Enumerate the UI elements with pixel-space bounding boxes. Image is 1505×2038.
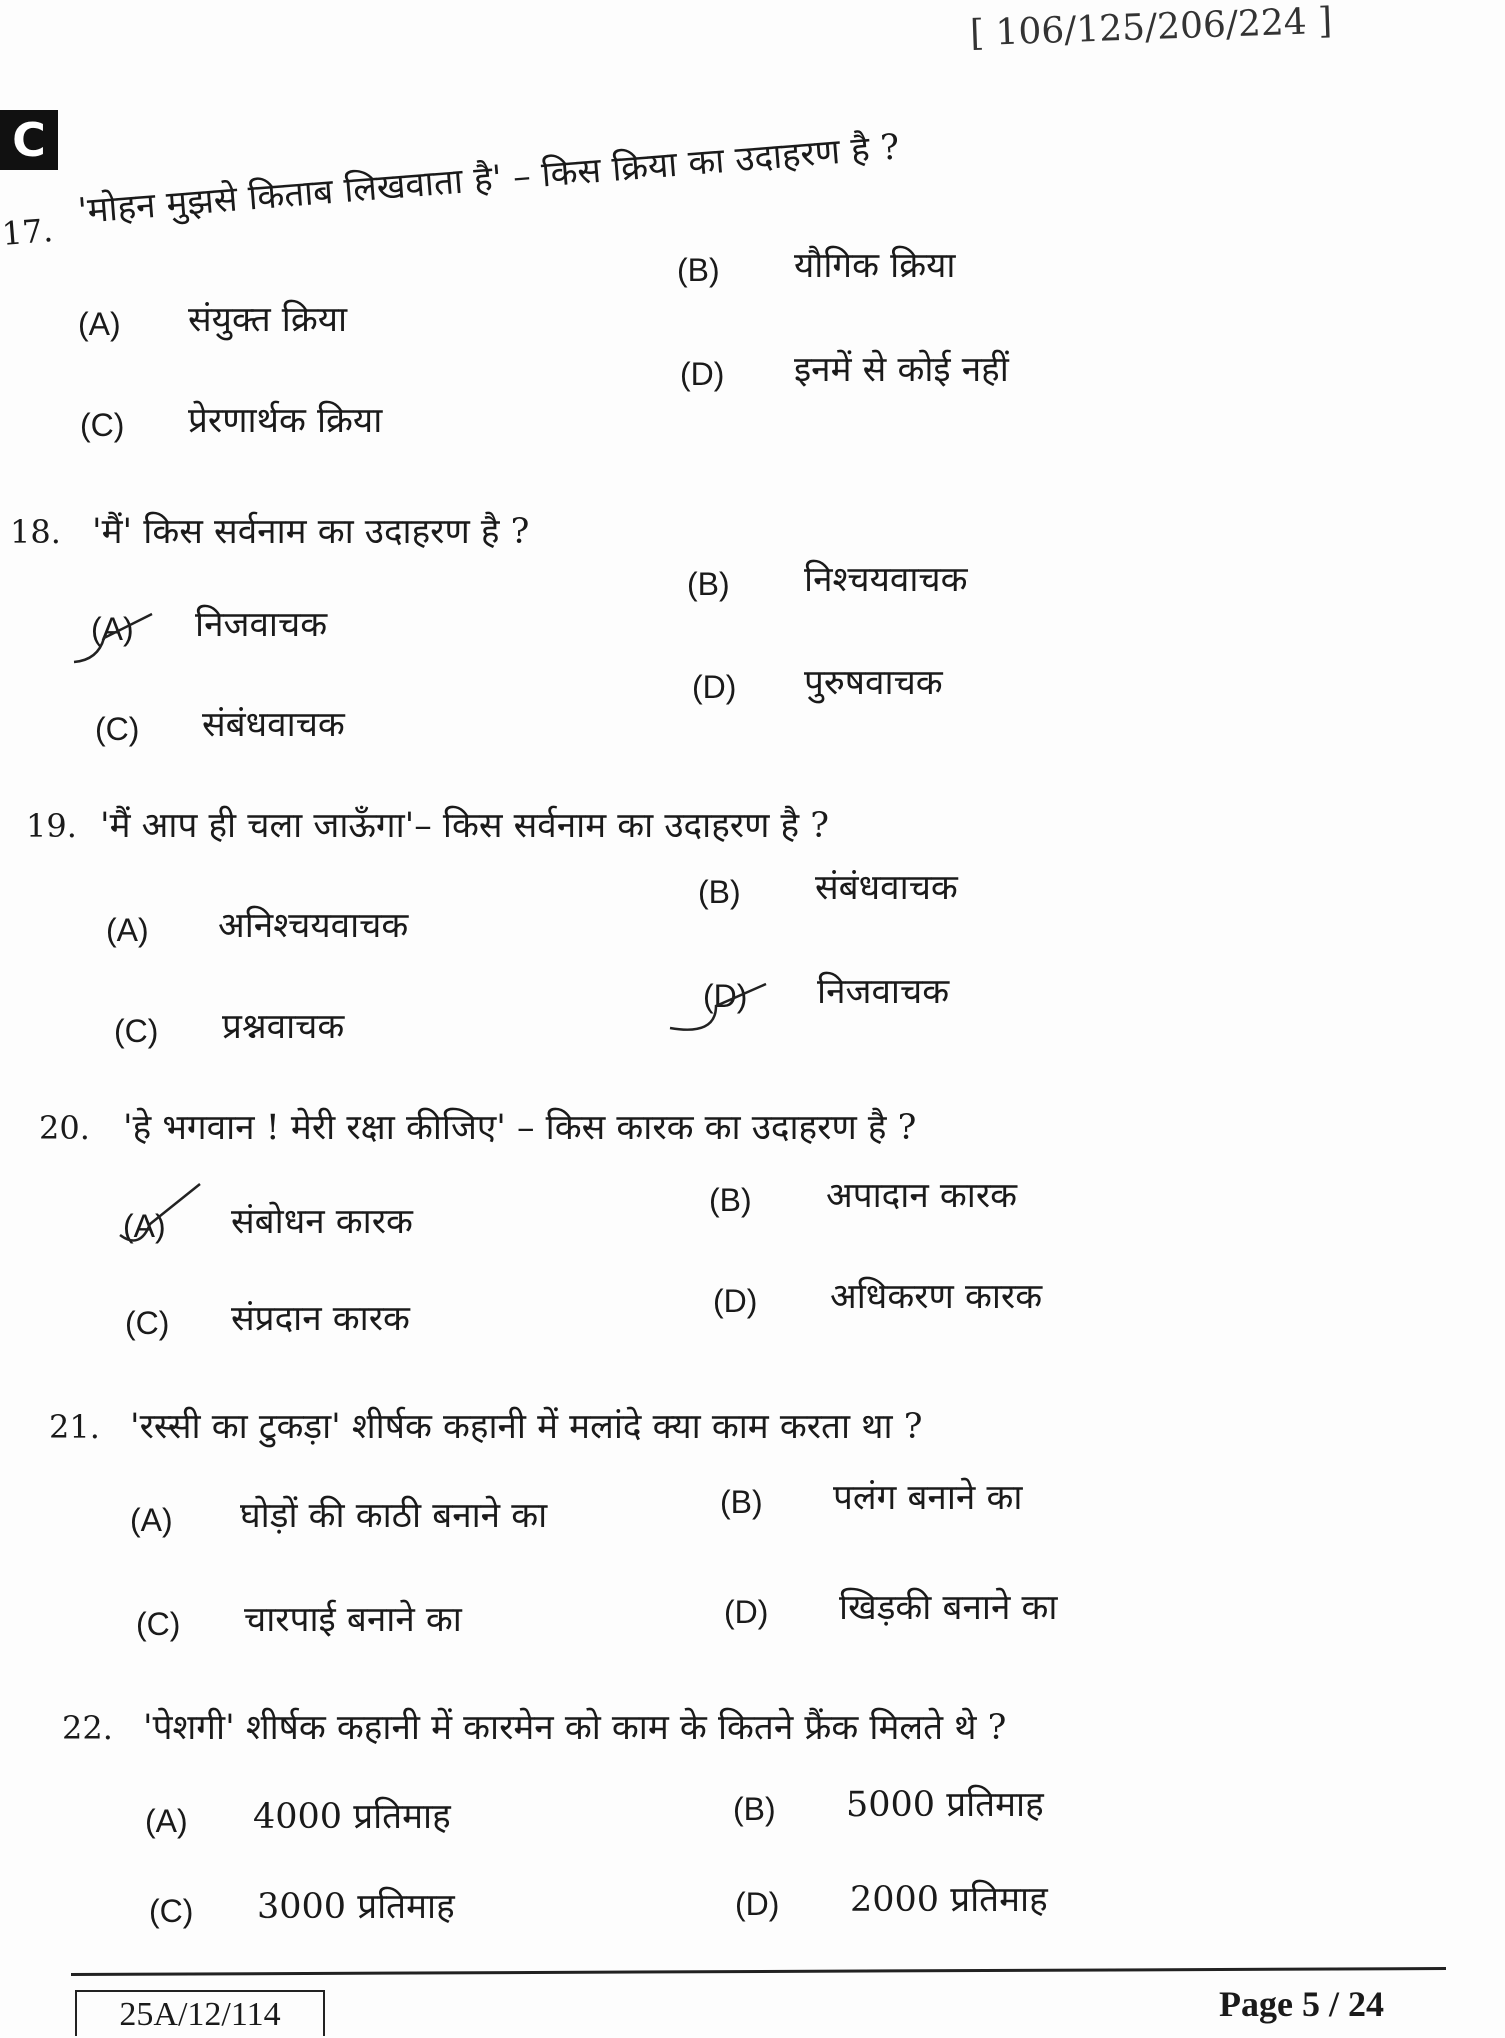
- answer-tick-mark-icon: [676, 966, 796, 1046]
- option-label-b: (B): [677, 252, 720, 288]
- booklet-code: 25A/12/114: [75, 1990, 325, 2036]
- option-label-c: (C): [149, 1893, 194, 1929]
- question-number: 22.: [62, 1709, 113, 1747]
- option-label-a: (A): [130, 1502, 173, 1538]
- option-text-d: 2000 प्रतिमाह: [850, 1880, 1048, 1920]
- option-label-d: (D): [724, 1594, 769, 1630]
- option-text-a: संबोधन कारक: [231, 1202, 413, 1242]
- option-text-a: संयुक्त क्रिया: [188, 300, 348, 340]
- question-number: 20.: [39, 1109, 90, 1147]
- question-number: 19.: [26, 807, 77, 845]
- option-text-c: चारपाई बनाने का: [244, 1600, 462, 1640]
- option-text-c: प्रश्नवाचक: [222, 1007, 345, 1047]
- option-label-b: (B): [720, 1484, 763, 1520]
- option-label-c: (C): [95, 711, 140, 747]
- option-text-a: घोड़ों की काठी बनाने का: [240, 1496, 548, 1536]
- option-text-a: 4000 प्रतिमाह: [253, 1797, 451, 1837]
- question-number: 21.: [49, 1408, 100, 1446]
- option-text-d: अधिकरण कारक: [830, 1277, 1043, 1317]
- option-label-a: (A): [145, 1803, 188, 1839]
- option-text-d: पुरुषवाचक: [804, 663, 943, 703]
- option-label-d: (D): [692, 669, 737, 705]
- option-label-c: (C): [114, 1013, 159, 1049]
- option-label-b: (B): [698, 874, 741, 910]
- page-number: Page 5 / 24: [1219, 1984, 1384, 2024]
- option-label-b: (B): [709, 1182, 752, 1218]
- option-label-a: (A): [91, 611, 134, 647]
- question-number: 18.: [10, 513, 61, 551]
- question-text: 'पेशगी' शीर्षक कहानी में कारमेन को काम के कितने फ्रैंक मिलते थे ?: [143, 1708, 1007, 1748]
- question-text: 'मोहन मुझसे किताब लिखवाता है' – किस क्रिया का उदाहरण है ?: [76, 127, 901, 232]
- option-text-b: यौगिक क्रिया: [794, 246, 956, 286]
- option-label-a: (A): [78, 306, 121, 342]
- option-label-a: (A): [106, 912, 149, 948]
- option-label-c: (C): [125, 1305, 170, 1341]
- option-text-b: निश्चयवाचक: [804, 560, 968, 600]
- question-text: 'मैं' किस सर्वनाम का उदाहरण है ?: [92, 512, 530, 552]
- series-badge: C: [0, 110, 58, 170]
- answer-tick-mark-icon: [74, 598, 194, 678]
- option-text-c: प्रेरणार्थक क्रिया: [188, 401, 383, 441]
- question-text: 'हे भगवान ! मेरी रक्षा कीजिए' – किस कारक का उदाहरण है ?: [123, 1108, 917, 1148]
- paper-codes: [ 106/125/206/224 ]: [969, 0, 1333, 55]
- answer-tick-mark-icon: [120, 1180, 240, 1260]
- option-text-c: संप्रदान कारक: [231, 1299, 410, 1339]
- option-text-b: 5000 प्रतिमाह: [846, 1785, 1044, 1825]
- option-label-d: (D): [680, 356, 725, 392]
- option-text-a: निजवाचक: [195, 605, 328, 645]
- option-label-d: (D): [713, 1283, 758, 1319]
- option-label-a: (A): [123, 1208, 166, 1244]
- option-label-c: (C): [136, 1606, 181, 1642]
- option-text-d: इनमें से कोई नहीं: [794, 350, 1009, 390]
- option-text-d: खिड़की बनाने का: [839, 1588, 1058, 1628]
- option-label-b: (B): [687, 566, 730, 602]
- option-text-b: संबंधवाचक: [815, 868, 958, 908]
- option-text-b: पलंग बनाने का: [833, 1478, 1023, 1518]
- option-label-b: (B): [733, 1791, 776, 1827]
- option-label-c: (C): [80, 407, 125, 443]
- question-text: 'मैं आप ही चला जाऊँगा'– किस सर्वनाम का उदाहरण है ?: [100, 806, 830, 846]
- option-label-d: (D): [703, 978, 748, 1014]
- option-text-c: संबंधवाचक: [202, 705, 345, 745]
- option-text-b: अपादान कारक: [826, 1176, 1018, 1216]
- option-text-a: अनिश्चयवाचक: [218, 906, 409, 946]
- question-number: 17.: [0, 211, 55, 253]
- option-text-c: 3000 प्रतिमाह: [257, 1887, 455, 1927]
- footer-divider: [71, 1967, 1446, 1976]
- option-text-d: निजवाचक: [817, 972, 950, 1012]
- option-label-d: (D): [735, 1886, 780, 1922]
- question-text: 'रस्सी का टुकड़ा' शीर्षक कहानी में मलांदे क्या काम करता था ?: [130, 1407, 923, 1447]
